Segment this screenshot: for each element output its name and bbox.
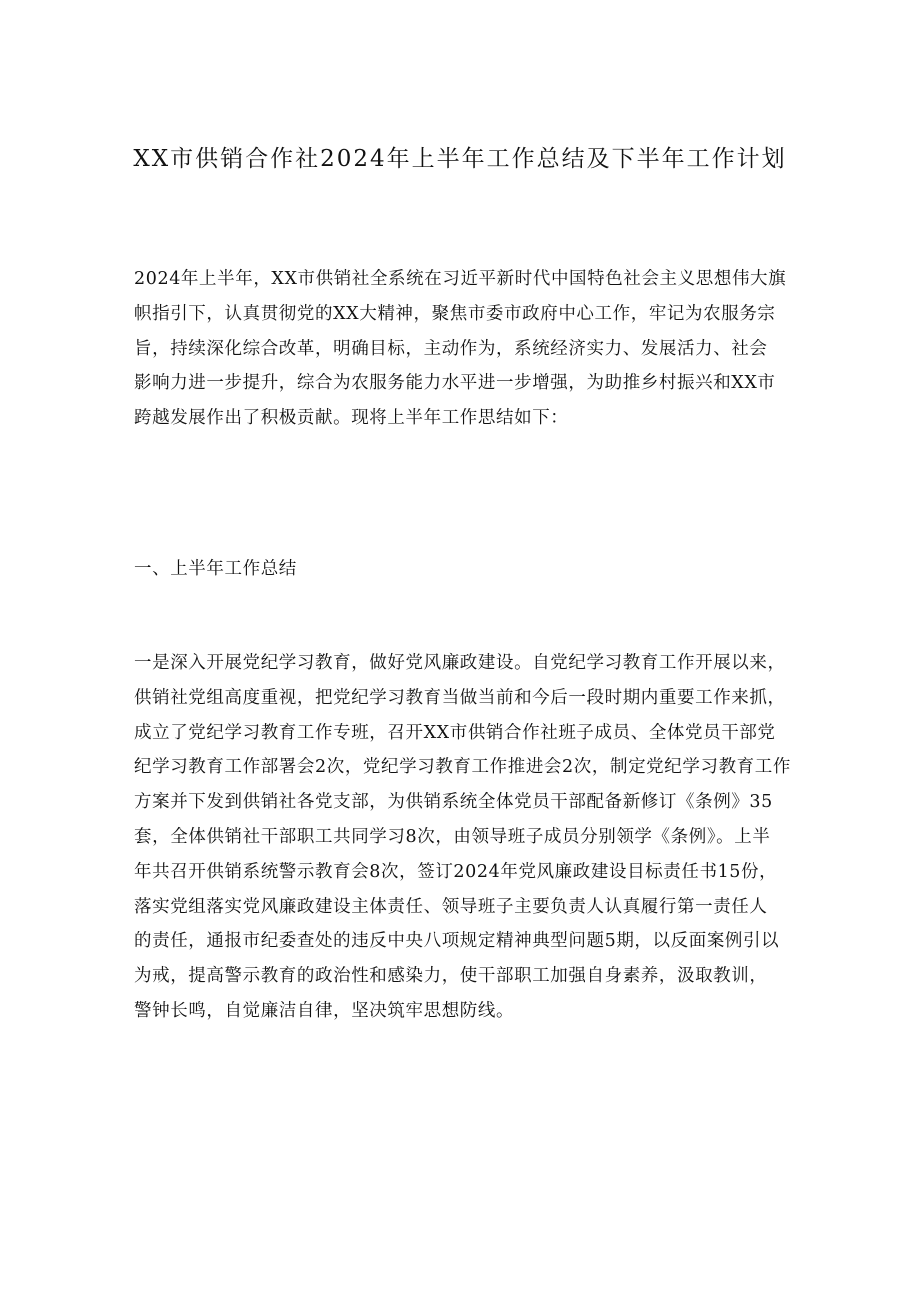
paragraph-line: 纪学习教育工作部署会2次，党纪学习教育工作推进会2次，制定党纪学习教育工作 xyxy=(134,757,791,778)
intro-paragraph xyxy=(134,262,796,436)
document-title: XX市供销合作社2024年上半年工作总结及下半年工作计划 xyxy=(133,146,787,172)
paragraph-line: 年共召开供销系统警示教育会8次，签订2024年党风廉政建设目标责任书15份， xyxy=(134,861,778,882)
section-heading: 一、上半年工作总结 xyxy=(134,559,297,579)
paragraph-line: 2024年上半年，XX市供销社全系统在习近平新时代中国特色社会主义思想伟大旗 xyxy=(134,269,787,289)
paragraph-line: 落实党组落实党风廉政建设主体责任、领导班子主要负责人认真履行第一责任人 xyxy=(134,896,768,917)
paragraph-line: 套，全体供销社干部职工共同学习8次，由领导班子成员分别领学《条例》。上半 xyxy=(134,826,771,847)
paragraph-line: 方案并下发到供销社各党支部，为供销系统全体党员干部配备新修订《条例》35 xyxy=(134,792,773,813)
paragraph-line: 帜指引下，认真贯彻党的XX大精神，聚焦市委市政府中心工作，牢记为农服务宗 xyxy=(134,303,776,324)
paragraph-line: 警钟长鸣，自觉廉洁自律，坚决筑牢思想防线。 xyxy=(134,1000,515,1021)
paragraph-line: 一是深入开展党纪学习教育，做好党风廉政建设。自党纪学习教育工作开展以来， xyxy=(134,653,786,673)
paragraph-line: 影响力进一步提升，综合为农服务能力水平进一步增强，为助推乡村振兴和XX市 xyxy=(134,373,776,394)
paragraph-line: 成立了党纪学习教育工作专班，召开XX市供销合作社班子成员、全体党员干部党 xyxy=(134,722,776,743)
paragraph-line: 供销社党组高度重视，把党纪学习教育当做当前和今后一段时期内重要工作来抓， xyxy=(134,687,786,708)
paragraph-line: 为戒，提高警示教育的政治性和感染力，使干部职工加强自身素养，汲取教训， xyxy=(134,966,768,987)
paragraph-line: 旨，持续深化综合改革，明确目标，主动作为，系统经济实力、发展活力、社会 xyxy=(134,338,768,359)
paragraph-line: 跨越发展作出了积极贡献。现将上半年工作思结如下： xyxy=(134,408,569,429)
paragraph-line: 的责任，通报市纪委查处的违反中央八项规定精神典型问题5期，以反面案例引以 xyxy=(134,931,780,952)
body-paragraph xyxy=(134,646,796,1029)
